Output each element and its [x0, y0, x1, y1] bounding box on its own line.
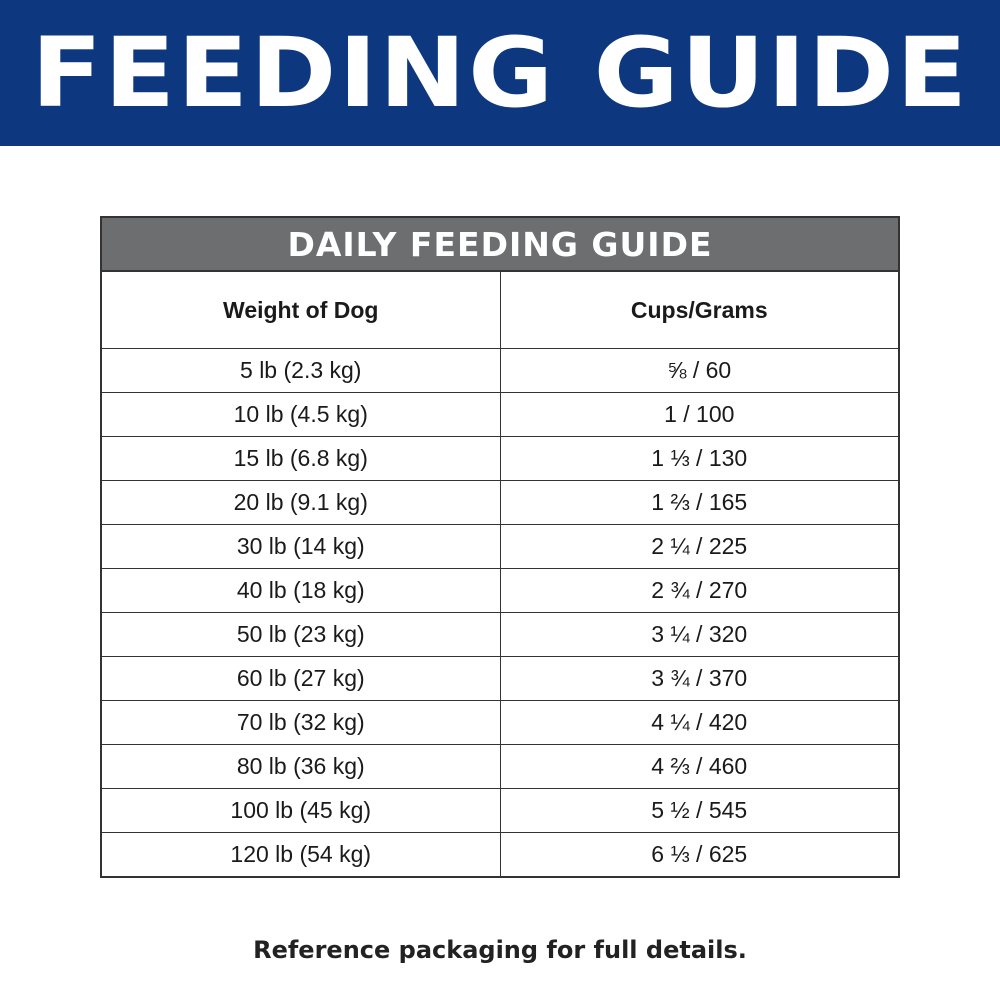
weight-cell: 70 lb (32 kg) — [101, 701, 500, 745]
cups-grams-cell: 4 ¼ / 420 — [500, 701, 899, 745]
cups-grams-cell: 1 / 100 — [500, 393, 899, 437]
cups-grams-cell: 3 ¾ / 370 — [500, 657, 899, 701]
weight-cell: 120 lb (54 kg) — [101, 833, 500, 878]
weight-cell: 100 lb (45 kg) — [101, 789, 500, 833]
cups-grams-cell: 3 ¼ / 320 — [500, 613, 899, 657]
page-title: FEEDING GUIDE — [31, 17, 969, 129]
weight-cell: 60 lb (27 kg) — [101, 657, 500, 701]
table-row — [101, 481, 899, 525]
header-banner — [0, 0, 1000, 146]
cups-grams-cell: 4 ⅔ / 460 — [500, 745, 899, 789]
table-row — [101, 701, 899, 745]
table-row — [101, 525, 899, 569]
table-row — [101, 833, 899, 878]
footnote: Reference packaging for full details. — [253, 936, 747, 964]
table-row — [101, 569, 899, 613]
table-row — [101, 437, 899, 481]
table-body — [101, 349, 899, 878]
cups-grams-cell: 2 ¾ / 270 — [500, 569, 899, 613]
weight-cell: 50 lb (23 kg) — [101, 613, 500, 657]
table-row — [101, 745, 899, 789]
cups-grams-cell: 1 ⅓ / 130 — [500, 437, 899, 481]
cups-grams-cell: 1 ⅔ / 165 — [500, 481, 899, 525]
column-header-weight: Weight of Dog — [101, 271, 500, 349]
weight-cell: 5 lb (2.3 kg) — [101, 349, 500, 393]
cups-grams-cell: 5 ½ / 545 — [500, 789, 899, 833]
feeding-guide-table — [100, 216, 900, 878]
table-title: DAILY FEEDING GUIDE — [101, 217, 899, 271]
column-header-cups-grams: Cups/Grams — [500, 271, 899, 349]
table-row — [101, 393, 899, 437]
table-row — [101, 789, 899, 833]
table-row — [101, 613, 899, 657]
cups-grams-cell: 2 ¼ / 225 — [500, 525, 899, 569]
cups-grams-cell: ⅝ / 60 — [500, 349, 899, 393]
cups-grams-cell: 6 ⅓ / 625 — [500, 833, 899, 878]
table-row — [101, 349, 899, 393]
weight-cell: 15 lb (6.8 kg) — [101, 437, 500, 481]
table-row — [101, 657, 899, 701]
weight-cell: 80 lb (36 kg) — [101, 745, 500, 789]
weight-cell: 40 lb (18 kg) — [101, 569, 500, 613]
weight-cell: 10 lb (4.5 kg) — [101, 393, 500, 437]
weight-cell: 30 lb (14 kg) — [101, 525, 500, 569]
weight-cell: 20 lb (9.1 kg) — [101, 481, 500, 525]
